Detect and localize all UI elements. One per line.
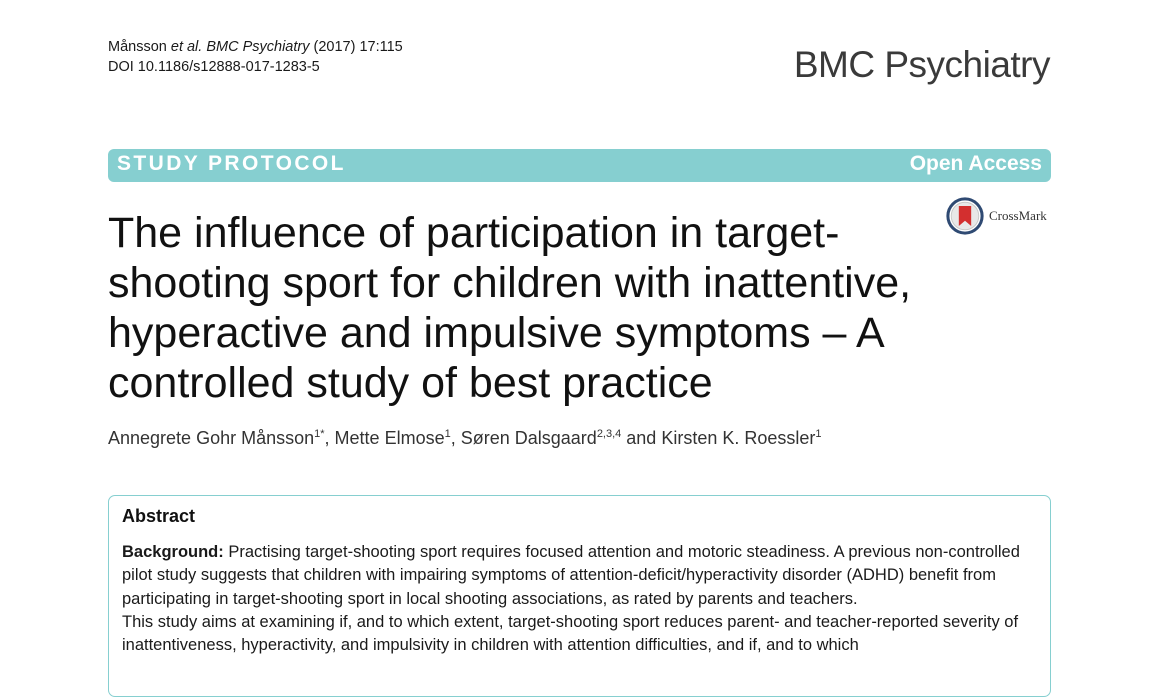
citation-authors: Månsson bbox=[108, 39, 167, 55]
abstract-background-text: Practising target-shooting sport requires focused attention and motoric steadiness. A previous non-controlled pilot study suggests that children with impairing symptoms of attention-deficit/hyperactivity disorder (ADHD) benefit from participating in target-shooting sport in local shooting associations, as rated by parents and teachers. bbox=[122, 543, 1020, 608]
author-separator: , bbox=[324, 428, 335, 448]
abstract-box bbox=[108, 495, 1051, 697]
author-affiliation: 2,3,4 bbox=[596, 428, 622, 440]
author-list bbox=[108, 428, 822, 449]
journal-logo-text: BMC Psychiatry bbox=[793, 44, 1050, 85]
open-access-label: Open Access bbox=[909, 152, 1042, 175]
author-separator: and bbox=[621, 428, 662, 448]
crossmark-label: CrossMark bbox=[989, 208, 1047, 223]
article-type-label: STUDY PROTOCOL bbox=[117, 152, 346, 175]
abstract-body bbox=[122, 541, 1032, 657]
article-title: The influence of participation in target-shooting sport for children with inattentive, hyperactive and impulsive symptoms – A controlled study of best practice bbox=[108, 209, 912, 407]
author-2[interactable] bbox=[335, 428, 451, 448]
citation-etal: et al. bbox=[170, 39, 203, 55]
citation-line bbox=[108, 37, 403, 57]
author-affiliation: 1 bbox=[815, 428, 822, 440]
abstract-background-label: Background: bbox=[122, 543, 224, 561]
author-name: Søren Dalsgaard bbox=[460, 428, 597, 448]
author-name: Annegrete Gohr Månsson bbox=[108, 428, 315, 448]
abstract-heading: Abstract bbox=[122, 506, 196, 526]
author-4[interactable] bbox=[661, 428, 821, 448]
citation-year-volume: (2017) 17:115 bbox=[313, 39, 403, 55]
author-name: Kirsten K. Roessler bbox=[661, 428, 816, 448]
author-affiliation: 1 bbox=[444, 428, 451, 440]
article-type-banner bbox=[108, 149, 1051, 182]
abstract-background-paragraph bbox=[122, 541, 1032, 611]
author-affiliation: 1* bbox=[314, 428, 325, 440]
abstract-aims-paragraph: This study aims at examining if, and to which extent, target-shooting sport reduces parent- and teacher-reported severity of inattentiveness, hyperactivity, and impulsivity in children with attention difficulties, and if, and to which bbox=[122, 612, 1019, 655]
author-3[interactable] bbox=[461, 428, 622, 448]
citation-block bbox=[108, 37, 403, 77]
author-1[interactable] bbox=[108, 428, 325, 448]
author-separator: , bbox=[450, 428, 461, 448]
crossmark-icon bbox=[946, 197, 984, 235]
author-name: Mette Elmose bbox=[334, 428, 445, 448]
citation-doi[interactable]: DOI 10.1186/s12888-017-1283-5 bbox=[108, 59, 320, 75]
crossmark-badge[interactable] bbox=[946, 196, 1047, 236]
citation-journal: BMC Psychiatry bbox=[206, 39, 310, 55]
